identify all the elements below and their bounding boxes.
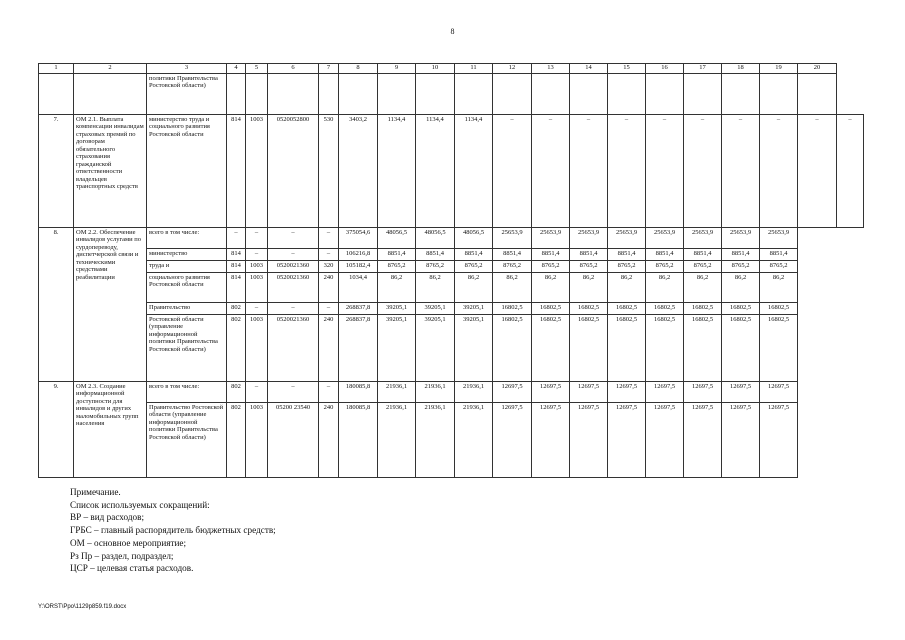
executor-cell: политики Правительства Ростовской области) [147,74,227,115]
notes-line: Примечание. [70,487,121,497]
value-cell: – [684,115,722,228]
table-cell [455,74,493,115]
value-cell: 86,2 [416,273,455,303]
executor-cell: Правительство [147,303,227,315]
value-cell: – [646,115,684,228]
value-cell: 8765,2 [493,261,532,273]
value-cell: 12697,5 [570,382,608,403]
value-cell: 05200 23540 [268,403,319,478]
table-cell [39,74,74,115]
value-cell: 814 [227,273,246,303]
value-cell: 86,2 [646,273,684,303]
column-number-cell: 11 [455,64,493,74]
value-cell: 1003 [246,115,268,228]
value-cell: 8851,4 [760,249,798,261]
table-cell [319,74,339,115]
value-cell: 25653,9 [493,228,532,249]
value-cell: 12697,5 [646,382,684,403]
column-number-cell: 1 [39,64,74,74]
value-cell: 802 [227,315,246,382]
column-number-cell: 7 [319,64,339,74]
value-cell: – [268,303,319,315]
value-cell: 16802,5 [646,303,684,315]
value-cell: – [798,115,837,228]
value-cell: 21936,1 [416,382,455,403]
table-row [39,228,864,249]
value-cell: 530 [319,115,339,228]
executor-cell: всего в том числе: [147,382,227,403]
value-cell: 8851,4 [493,249,532,261]
value-cell: 8851,4 [608,249,646,261]
value-cell: 16802,5 [722,303,760,315]
value-cell: 12697,5 [760,382,798,403]
measure-name-cell: ОМ 2.2. Обеспечение инвалидов услугами по сурдопереводу, диспетчерской связи и техническими средствами реабилитации [74,228,147,382]
executor-cell: Правительство Ростовской области (управление информационной политики Правительства Ростовской области) [147,403,227,478]
value-cell: 8765,2 [608,261,646,273]
table-cell [416,74,455,115]
value-cell: 8765,2 [455,261,493,273]
value-cell: 16802,5 [532,303,570,315]
value-cell: 1003 [246,403,268,478]
value-cell: 1034,4 [339,273,378,303]
value-cell: – [532,115,570,228]
table-cell [493,74,532,115]
value-cell: – [319,228,339,249]
value-cell: 8851,4 [378,249,416,261]
value-cell: 12697,5 [684,403,722,478]
value-cell: 8851,4 [570,249,608,261]
table-cell [646,74,684,115]
row-number-cell: 8. [39,228,74,382]
value-cell: 12697,5 [532,403,570,478]
value-cell: 25653,9 [532,228,570,249]
value-cell: – [570,115,608,228]
value-cell: 12697,5 [608,382,646,403]
table-cell [570,74,608,115]
value-cell: 16802,5 [532,315,570,382]
column-number-cell: 20 [798,64,837,74]
value-cell: 16802,5 [570,315,608,382]
measure-name-cell: ОМ 2.1. Выплата компенсации инвалидам страховых премий по договорам обязательного страхования гражданской ответственности владельцев транспортных средств [74,115,147,228]
value-cell: – [319,249,339,261]
table-cell [74,74,147,115]
value-cell: 25653,9 [570,228,608,249]
value-cell: 12697,5 [532,382,570,403]
column-number-cell: 19 [760,64,798,74]
executor-cell: социального развития Ростовской области [147,273,227,303]
column-number-cell: 14 [570,64,608,74]
table-row [39,74,864,115]
value-cell: 12697,5 [493,403,532,478]
executor-cell: министерство [147,249,227,261]
table-cell [339,74,378,115]
value-cell: 12697,5 [493,382,532,403]
table-cell [532,74,570,115]
budget-table [38,63,864,478]
table-cell [227,74,246,115]
value-cell: – [246,228,268,249]
value-cell: – [246,382,268,403]
column-number-cell: 9 [378,64,416,74]
value-cell: 48056,5 [416,228,455,249]
value-cell: 16802,5 [760,303,798,315]
value-cell: 21936,1 [378,403,416,478]
value-cell: – [319,303,339,315]
value-cell: 8851,4 [455,249,493,261]
value-cell: 86,2 [378,273,416,303]
value-cell: – [268,382,319,403]
row-number-cell: 9. [39,382,74,478]
value-cell: 8765,2 [646,261,684,273]
value-cell: 86,2 [608,273,646,303]
value-cell: 0520021360 [268,273,319,303]
value-cell: 48056,5 [378,228,416,249]
value-cell: 0520021360 [268,261,319,273]
value-cell: 39205,1 [378,315,416,382]
value-cell: 16802,5 [760,315,798,382]
value-cell: 814 [227,249,246,261]
value-cell: 21936,1 [455,382,493,403]
notes-line: ГРБС – главный распорядитель бюджетных средств; [70,525,276,536]
value-cell: 8765,2 [722,261,760,273]
column-number-cell: 18 [722,64,760,74]
value-cell: 16802,5 [608,303,646,315]
value-cell: 180085,8 [339,382,378,403]
column-number-cell: 4 [227,64,246,74]
value-cell: 86,2 [493,273,532,303]
value-cell: 802 [227,382,246,403]
value-cell: 8851,4 [646,249,684,261]
value-cell: 86,2 [570,273,608,303]
value-cell: 12697,5 [722,382,760,403]
value-cell: 1134,4 [416,115,455,228]
notes-section [70,486,276,575]
table-cell [608,74,646,115]
value-cell: 320 [319,261,339,273]
value-cell: – [268,249,319,261]
column-number-cell: 15 [608,64,646,74]
table-row [39,115,864,228]
notes-line: ЦСР – целевая статья расходов. [70,563,194,574]
value-cell: 105182,4 [339,261,378,273]
value-cell: 25653,9 [646,228,684,249]
value-cell: 240 [319,273,339,303]
value-cell: 1003 [246,315,268,382]
value-cell: – [227,228,246,249]
value-cell: 16802,5 [493,303,532,315]
value-cell: 8765,2 [378,261,416,273]
column-number-cell: 17 [684,64,722,74]
value-cell: 16802,5 [722,315,760,382]
value-cell: 21936,1 [455,403,493,478]
value-cell: – [722,115,760,228]
value-cell: 8851,4 [684,249,722,261]
value-cell: 180085,8 [339,403,378,478]
value-cell: 39205,1 [378,303,416,315]
value-cell: 8765,2 [684,261,722,273]
table-row [39,249,864,261]
value-cell: – [319,382,339,403]
value-cell: 16802,5 [684,315,722,382]
table-row [39,261,864,273]
measure-name-cell: ОМ 2.3. Создание информационной доступности для инвалидов и других маломобильных групп населения [74,382,147,478]
value-cell: 268837,8 [339,315,378,382]
value-cell: 25653,9 [608,228,646,249]
value-cell: 16802,5 [684,303,722,315]
value-cell: 814 [227,115,246,228]
notes-line: ВР – вид расходов; [70,512,145,523]
value-cell: 240 [319,403,339,478]
executor-cell: Ростовской области (управление информационной политики Правительства Ростовской области) [147,315,227,382]
column-number-cell: 10 [416,64,455,74]
table-row [39,315,864,382]
table-cell [268,74,319,115]
column-number-cell: 5 [246,64,268,74]
value-cell: 12697,5 [570,403,608,478]
value-cell: 48056,5 [455,228,493,249]
value-cell: 1134,4 [455,115,493,228]
value-cell: 0520021360 [268,315,319,382]
value-cell: 1003 [246,273,268,303]
value-cell: 8851,4 [532,249,570,261]
column-number-cell: 16 [646,64,684,74]
table-cell [798,74,837,115]
value-cell: 39205,1 [455,303,493,315]
table-cell [722,74,760,115]
value-cell: 8851,4 [722,249,760,261]
column-number-cell: 12 [493,64,532,74]
notes-line: Список используемых сокращений: [70,499,210,510]
value-cell: 16802,5 [608,315,646,382]
value-cell: 240 [319,315,339,382]
value-cell: 21936,1 [416,403,455,478]
value-cell: – [493,115,532,228]
notes-line: ОМ – основное мероприятие; [70,537,187,548]
table-row [39,403,864,478]
value-cell: 25653,9 [684,228,722,249]
value-cell: 12697,5 [722,403,760,478]
value-cell: 0520052800 [268,115,319,228]
executor-cell: министерство труда и социального развития Ростовской области [147,115,227,228]
executor-cell: труда и [147,261,227,273]
value-cell: – [608,115,646,228]
value-cell: 16802,5 [646,315,684,382]
executor-cell: всего в том числе: [147,228,227,249]
table-cell [684,74,722,115]
value-cell: 16802,5 [570,303,608,315]
value-cell: – [246,303,268,315]
table-cell [246,74,268,115]
column-number-cell: 2 [74,64,147,74]
value-cell: 814 [227,261,246,273]
value-cell: – [268,228,319,249]
value-cell: 802 [227,303,246,315]
value-cell: – [837,115,864,228]
value-cell: 8765,2 [416,261,455,273]
column-number-cell: 3 [147,64,227,74]
value-cell: 16802,5 [493,315,532,382]
column-number-cell: 8 [339,64,378,74]
value-cell: 12697,5 [684,382,722,403]
row-number-cell: 7. [39,115,74,228]
value-cell: 12697,5 [608,403,646,478]
table-cell [378,74,416,115]
value-cell: 12697,5 [760,403,798,478]
value-cell: 3403,2 [339,115,378,228]
table-cell [760,74,798,115]
table-row [39,273,864,303]
value-cell: 86,2 [455,273,493,303]
value-cell: 1134,4 [378,115,416,228]
value-cell: 1003 [246,261,268,273]
file-path-footer: Y:\ORST\Ppo\1129p859.f19.docx [38,604,127,610]
value-cell: 8851,4 [416,249,455,261]
value-cell: 375054,6 [339,228,378,249]
value-cell: 39205,1 [416,315,455,382]
value-cell: 802 [227,403,246,478]
table-row [39,382,864,403]
column-number-cell: 6 [268,64,319,74]
value-cell: 25653,9 [722,228,760,249]
value-cell: 86,2 [722,273,760,303]
table-header-row [39,64,864,74]
table-row [39,303,864,315]
value-cell: 8765,2 [570,261,608,273]
value-cell: 86,2 [684,273,722,303]
value-cell: 39205,1 [455,315,493,382]
value-cell: 12697,5 [646,403,684,478]
value-cell: 25653,9 [760,228,798,249]
value-cell: 39205,1 [416,303,455,315]
value-cell: 106216,8 [339,249,378,261]
value-cell: – [246,249,268,261]
column-number-cell: 13 [532,64,570,74]
value-cell: 8765,2 [760,261,798,273]
notes-line: Рз Пр – раздел, подраздел; [70,550,174,561]
value-cell: 8765,2 [532,261,570,273]
value-cell: 21936,1 [378,382,416,403]
value-cell: 86,2 [532,273,570,303]
page-number: 8 [450,27,455,36]
value-cell: 268837,8 [339,303,378,315]
value-cell: 86,2 [760,273,798,303]
value-cell: – [760,115,798,228]
